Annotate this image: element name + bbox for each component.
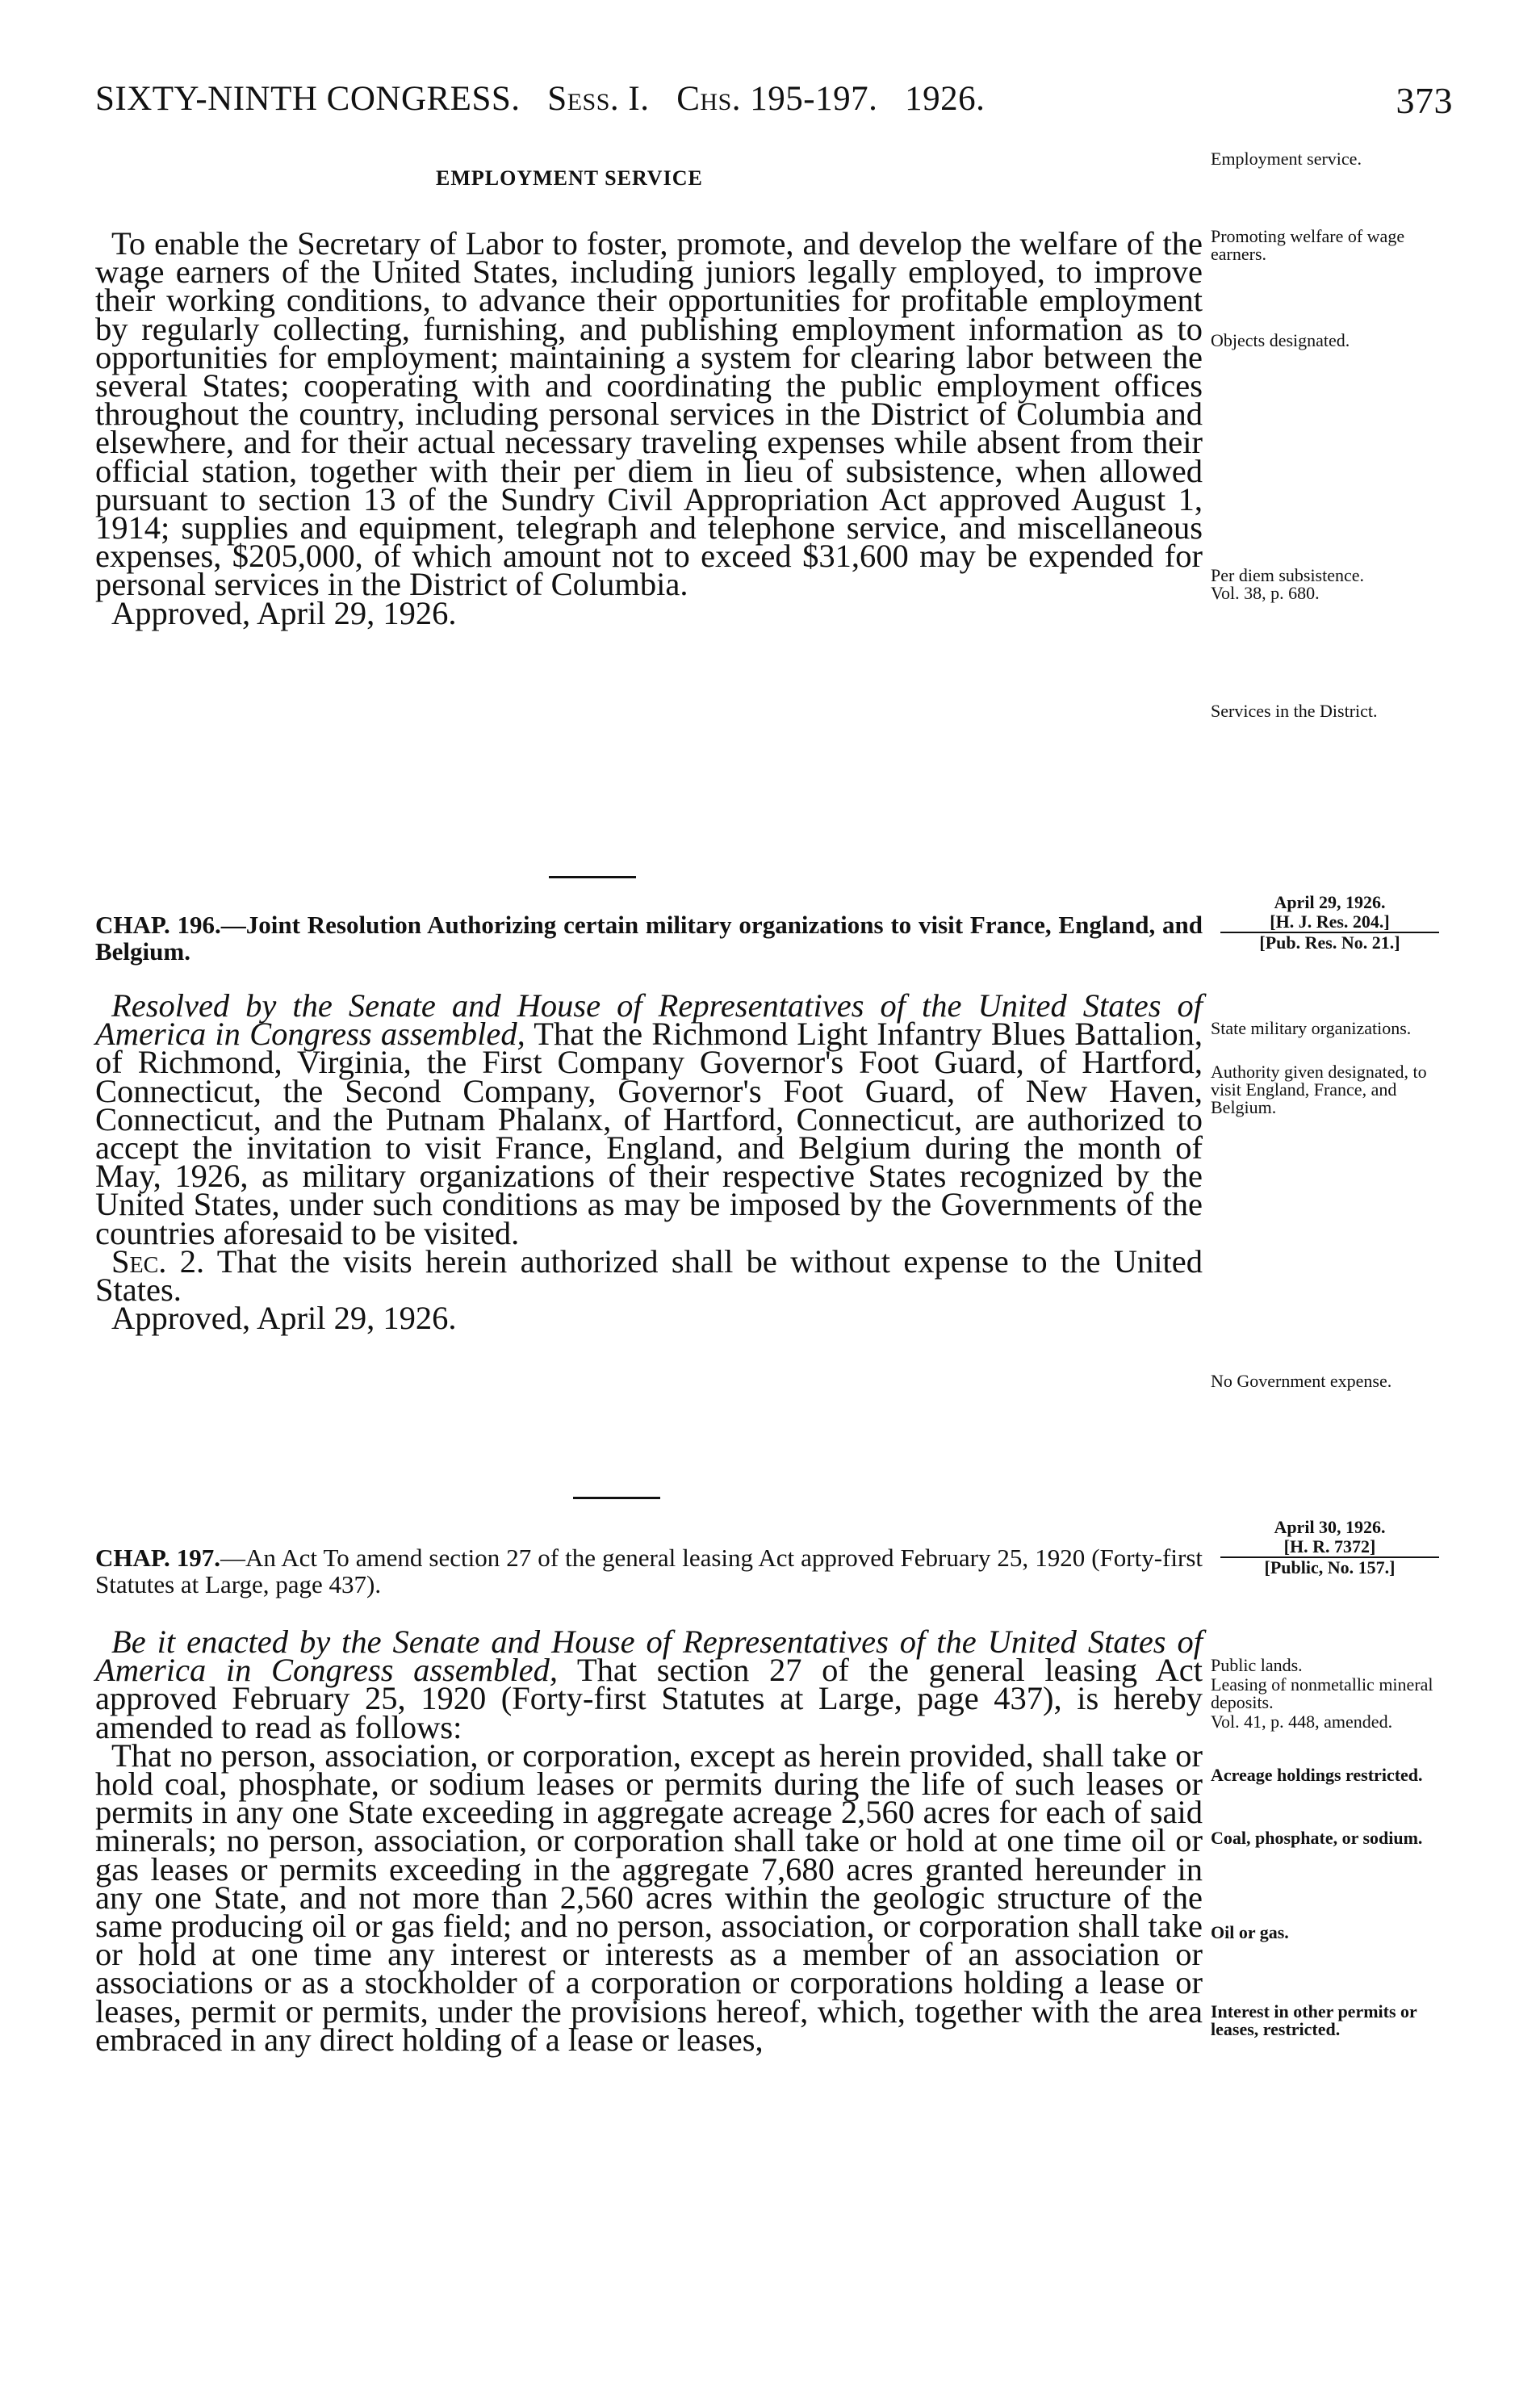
chap196-public: [Pub. Res. No. 21.] <box>1259 932 1400 953</box>
header-session: Sess. I. <box>547 80 650 118</box>
margin-note-state-military: State military organizations. <box>1211 1018 1412 1038</box>
per-diem-ref: Vol. 38, p. 680. <box>1211 583 1320 603</box>
chap197-enacted: Be it enacted by the Senate and House of Representatives of the United States of America in Congress assembled, <box>95 1623 1203 1689</box>
chap196-section <box>95 987 1203 1337</box>
chap196-sec2 <box>95 1242 1203 1309</box>
margin-note-authority-given: Authority given designated, to visit England, France, and Belgium. <box>1211 1062 1427 1117</box>
margin-note-leasing-ref: Vol. 41, p. 448, amended. <box>1211 1711 1393 1732</box>
chap197-title: —An Act To amend section 27 of the general leasing Act approved February 25, 1920 (Forty-first Statutes at Large, page 437). <box>95 1544 1203 1598</box>
header-congress: SIXTY-NINTH CONGRESS. <box>95 80 521 118</box>
chap197-section <box>95 1623 1203 2058</box>
chap196-reference <box>1211 893 1449 953</box>
margin-note-acreage: Acreage holdings restricted. <box>1211 1765 1423 1785</box>
chap197-label: CHAP. 197. <box>95 1544 221 1572</box>
margin-note-promoting-welfare: Promoting welfare of wage earners. <box>1211 226 1405 264</box>
margin-note-oil: Oil or gas. <box>1211 1922 1289 1942</box>
chap197-body1: That section 27 of the general leasing Act approved February 25, 1920 (Forty-first Statutes at Large, page 437), is hereby amended to read as follows: <box>95 1652 1203 1745</box>
section-divider-2 <box>573 1497 660 1499</box>
chap197-enactment <box>95 1623 1203 1745</box>
chap196-approved: Approved, April 29, 1926. <box>111 1300 457 1337</box>
employment-approved: Approved, April 29, 1926. <box>111 594 457 631</box>
chap197-date: April 30, 1926. <box>1274 1517 1386 1537</box>
employment-paragraph: To enable the Secretary of Labor to foster, promote, and develop the welfare of the wage earners of the United States, including juniors legally employed, to improve their working conditions, to advance their opportunities for profitable employment by regularly collecting, furnishing, and publishing employment information as to opportunities for employment; maintaining a system for clearing labor between the several States; cooperating with and coordinating the public employment offices throughout the country, including personal services in the District of Columbia and elsewhere, and for their actual necessary traveling expenses while absent from their official station, together with their per diem in lieu of subsistence, when allowed pursuant to section 13 of the Sundry Civil Appropriation Act approved August 1, 1914; supplies and equipment, telegraph and telephone service, and miscellaneous expenses, $205,000, of which amount not to exceed $31,600 may be expended for personal services in the District of Columbia. <box>95 225 1203 603</box>
margin-note-no-expense: No Government expense. <box>1211 1371 1392 1391</box>
margin-note-public-lands: Public lands. <box>1211 1655 1303 1675</box>
margin-note-employment-service: Employment service. <box>1211 149 1362 169</box>
chap197-bill: [H. R. 7372] <box>1220 1537 1439 1558</box>
margin-note-coal: Coal, phosphate, or sodium. <box>1211 1828 1423 1848</box>
margin-note-interest: Interest in other permits or leases, restricted. <box>1211 2001 1417 2039</box>
per-diem-label: Per diem subsistence. <box>1211 565 1365 585</box>
chap196-title: —Joint Resolution Authorizing certain military organizations to visit France, England, and Belgium. <box>95 911 1203 966</box>
chap197-public: [Public, No. 157.] <box>1264 1557 1396 1577</box>
margin-note-objects-designated: Objects designated. <box>1211 330 1350 350</box>
margin-note-services-district: Services in the District. <box>1211 701 1378 721</box>
page-header <box>95 79 1453 128</box>
chap197-reference <box>1211 1518 1449 1577</box>
chap196-date: April 29, 1926. <box>1274 892 1386 912</box>
employment-section <box>95 225 1203 631</box>
header-year: 1926. <box>905 80 986 118</box>
chap196-body: That the Richmond Light Infantry Blues Battalion, of Richmond, Virginia, the First Company Governor's Foot Guard, of Hartford, Connecticut, the Second Company, Governor's Foot Guard, of New Haven, Connecticut, and the Putnam Phalanx, of Hartford, Connecticut, are authorized to accept the invitation to visit France, England, and Belgium during the month of May, 1926, as military organizations of their respective States recognized by the United States, under such conditions as may be imposed by the Governments of the countries aforesaid to be visited. <box>95 1016 1203 1251</box>
chap196-sec2-text: That the visits herein authorized shall be without expense to the United States. <box>95 1242 1203 1309</box>
chap196-resolution <box>95 987 1203 1251</box>
chap196-sec-label: Sec. 2. <box>111 1242 205 1280</box>
chap196-bill: [H. J. Res. 204.] <box>1220 912 1439 933</box>
chap197-heading <box>95 1544 1203 1598</box>
header-chapters: Chs. 195-197. <box>676 80 878 118</box>
margin-note-per-diem <box>1211 567 1449 602</box>
section-divider <box>549 876 636 878</box>
page-number: 373 <box>1396 80 1453 121</box>
chap197-body2: That no person, association, or corporation, except as herein provided, shall take or hold coal, phosphate, or sodium leases or permits during the life of such leases or permits in any one State exceeding in aggregate acreage 2,560 acres for each of said minerals; no person, association, or corporation shall take or hold at one time oil or gas leases or permits exceeding in the aggregate 7,680 acres granted hereunder in any one State, and not more than 2,560 acres within the geologic structure of the same producing oil or gas field; and no person, association, or corporation shall take or hold at one time any interest or interests as a member of an association or associations or as a stockholder of a corporation or corporations holding a lease or leases, permit or permits, under the provisions hereof, which, together with the area embraced in any direct holding of a lease or leases, <box>95 1737 1203 2058</box>
chap196-heading <box>95 911 1203 965</box>
header-left <box>95 79 985 119</box>
chap196-resolved: Resolved by the Senate and House of Representatives of the United States of America in Congress assembled, <box>95 987 1203 1053</box>
chap196-label: CHAP. 196. <box>95 911 221 939</box>
margin-note-leasing: Leasing of nonmetallic mineral deposits. <box>1211 1674 1433 1712</box>
section-title-employment: EMPLOYMENT SERVICE <box>436 166 703 190</box>
